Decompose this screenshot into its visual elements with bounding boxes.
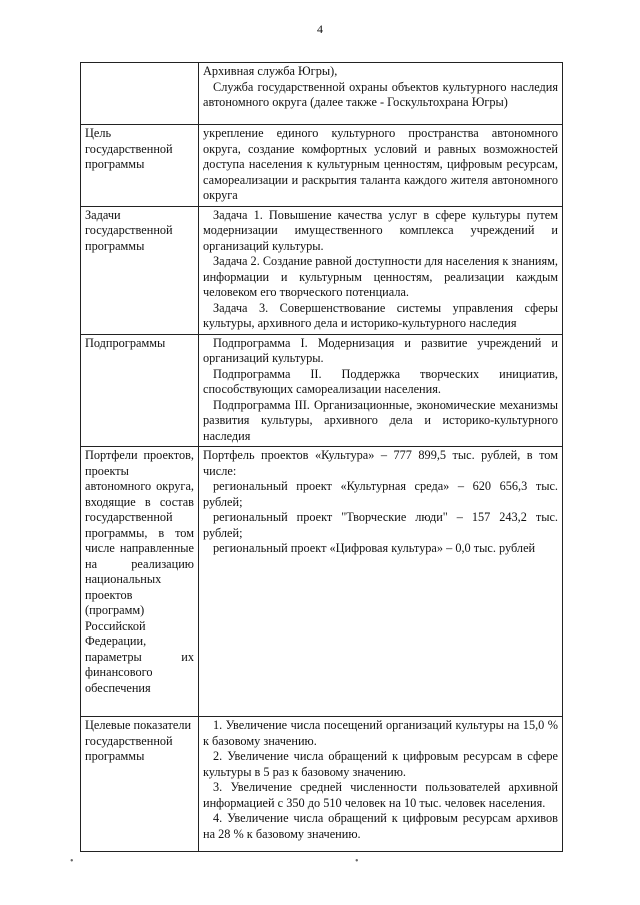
row-label: Портфели проектов, проекты автономного округа, входящие в состав государственной программы, в том числе направленные на реализацию национальных проектов (программ) Российской Федерации, параметры их финансового обеспечения [81, 447, 199, 717]
paragraph: Задача 3. Совершенствование системы управления сферы культуры, архивного дела и историко-культурного наследия [203, 300, 558, 330]
row-label: Целевые показатели государственной программы [81, 717, 199, 852]
row-content [199, 334, 563, 447]
program-passport-table [80, 62, 563, 852]
paragraph: укрепление единого культурного пространства автономного округа, создание комфортных условий и равных возможностей доступа населения к культурным ценностям, цифровым ресурсам, самореализации и раскрытия таланта каждого жителя автономного округа [203, 126, 558, 202]
paragraph: Задача 1. Повышение качества услуг в сфере культуры путем модернизации имущественного комплекса учреждений и организаций культуры. [203, 207, 558, 253]
row-label [81, 63, 199, 125]
table-row [81, 63, 563, 125]
table-row [81, 125, 563, 207]
paragraph: Задача 2. Создание равной доступности для населения к знаниям, информации и культурным ценностям, реализации каждым человеком его творческого потенциала. [203, 254, 559, 299]
paragraph: 2. Увеличение числа обращений к цифровым ресурсам в сфере культуры в 5 раз к базовому значению. [203, 749, 558, 779]
table-row [81, 334, 563, 447]
paragraph: 4. Увеличение числа обращений к цифровым ресурсам архивов на 28 % к базовому значению. [203, 811, 558, 841]
row-content [199, 125, 563, 207]
paragraph: Архивная служба Югры), [203, 64, 338, 78]
row-content [199, 63, 563, 125]
page-number: 4 [317, 22, 323, 36]
row-content [199, 447, 563, 717]
scan-dot: • [70, 856, 74, 867]
paragraph: региональный проект «Цифровая культура» – 0,0 тыс. рублей [213, 541, 536, 555]
row-label: Задачи государственной программы [81, 206, 199, 334]
paragraph: региональный проект «Культурная среда» – 620 656,3 тыс. рублей; [203, 479, 558, 509]
row-content [199, 206, 563, 334]
row-content [199, 717, 563, 852]
row-label: Подпрограммы [81, 334, 199, 447]
scan-dot: • [355, 856, 359, 867]
table-row [81, 206, 563, 334]
table-row [81, 717, 563, 852]
paragraph: региональный проект "Творческие люди" – 157 243,2 тыс. рублей; [203, 510, 558, 540]
paragraph: Подпрограмма I. Модернизация и развитие учреждений и организаций культуры. [203, 335, 558, 365]
paragraph: Подпрограмма III. Организационные, экономические механизмы развития культуры, архивного дела и историко-культурного наследия [203, 397, 558, 443]
paragraph: Служба государственной охраны объектов культурного наследия автономного округа (далее также - Госкультохрана Югры) [203, 79, 558, 109]
paragraph: Портфель проектов «Культура» – 777 899,5 тыс. рублей, в том числе: [203, 448, 558, 478]
paragraph: Подпрограмма II. Поддержка творческих инициатив, способствующих самореализации населения. [203, 366, 558, 396]
paragraph: 1. Увеличение числа посещений организаций культуры на 15,0 % к базовому значению. [203, 718, 558, 748]
row-label: Цель государственной программы [81, 125, 199, 207]
table-row [81, 447, 563, 717]
paragraph: 3. Увеличение средней численности пользователей архивной информацией с 350 до 510 человек на 10 тыс. человек населения. [203, 780, 558, 810]
